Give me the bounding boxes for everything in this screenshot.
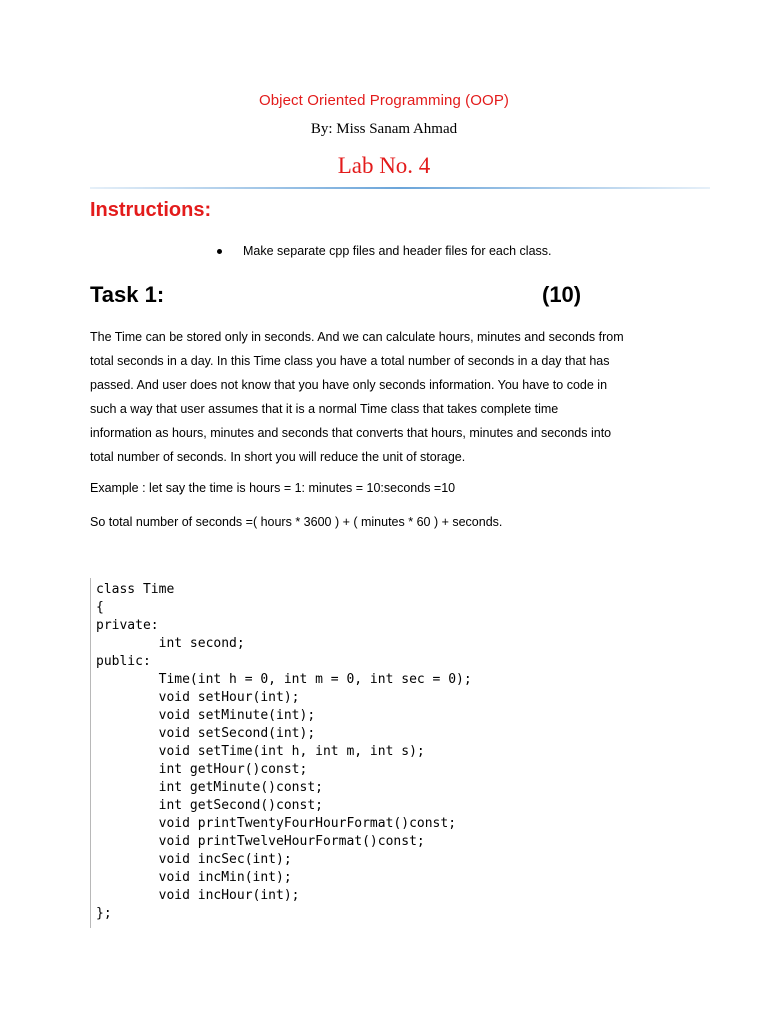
instruction-item	[217, 244, 552, 258]
instructions-heading: Instructions:	[90, 199, 212, 221]
author-line: By: Miss Sanam Ahmad	[310, 121, 458, 137]
description-line: The Time can be stored only in seconds. And we can calculate hours, minutes and seconds from	[90, 330, 624, 344]
task-points: (10)	[542, 282, 582, 307]
code-line: class Time	[96, 582, 175, 597]
code-line: void incMin(int);	[96, 870, 292, 885]
code-line: int second;	[96, 636, 245, 651]
code-line: void setMinute(int);	[96, 708, 316, 723]
code-line: void incSec(int);	[96, 852, 292, 867]
description-line: information as hours, minutes and seconds that converts that hours, minutes and seconds into	[90, 426, 612, 440]
code-line: Time(int h = 0, int m = 0, int sec = 0);	[96, 672, 472, 687]
code-line: int getSecond()const;	[96, 798, 323, 813]
lab-number-title: Lab No. 4	[337, 153, 431, 178]
task-description	[90, 325, 690, 469]
code-line: public:	[96, 654, 151, 669]
example-text: Example : let say the time is hours = 1: minutes = 10:seconds =10	[90, 481, 456, 495]
code-line: {	[96, 600, 104, 615]
description-line: passed. And user does not know that you have only seconds information. You have to code in	[90, 378, 608, 392]
description-line: total number of seconds. In short you will reduce the unit of storage.	[90, 450, 466, 464]
code-line: int getMinute()const;	[96, 780, 323, 795]
code-line: void printTwelveHourFormat()const;	[96, 834, 425, 849]
code-line: void incHour(int);	[96, 888, 300, 903]
code-line: int getHour()const;	[96, 762, 308, 777]
code-line: };	[96, 906, 112, 921]
description-line: total seconds in a day. In this Time class you have a total number of seconds in a day that has	[90, 354, 610, 368]
code-block	[90, 578, 711, 928]
code-line: void setHour(int);	[96, 690, 300, 705]
instruction-text: Make separate cpp files and header files for each class.	[243, 244, 552, 258]
code-line: private:	[96, 618, 159, 633]
header-divider	[90, 187, 710, 189]
code-line: void setTime(int h, int m, int s);	[96, 744, 425, 759]
course-title: Object Oriented Programming (OOP)	[258, 92, 510, 109]
task-title: Task 1:	[90, 282, 165, 307]
code-line: void setSecond(int);	[96, 726, 316, 741]
bullet-icon	[217, 249, 222, 254]
code-line: void printTwentyFourHourFormat()const;	[96, 816, 457, 831]
formula-text: So total number of seconds =( hours * 3600 ) + ( minutes * 60 ) + seconds.	[90, 515, 503, 529]
description-line: such a way that user assumes that it is a normal Time class that takes complete time	[90, 402, 559, 416]
